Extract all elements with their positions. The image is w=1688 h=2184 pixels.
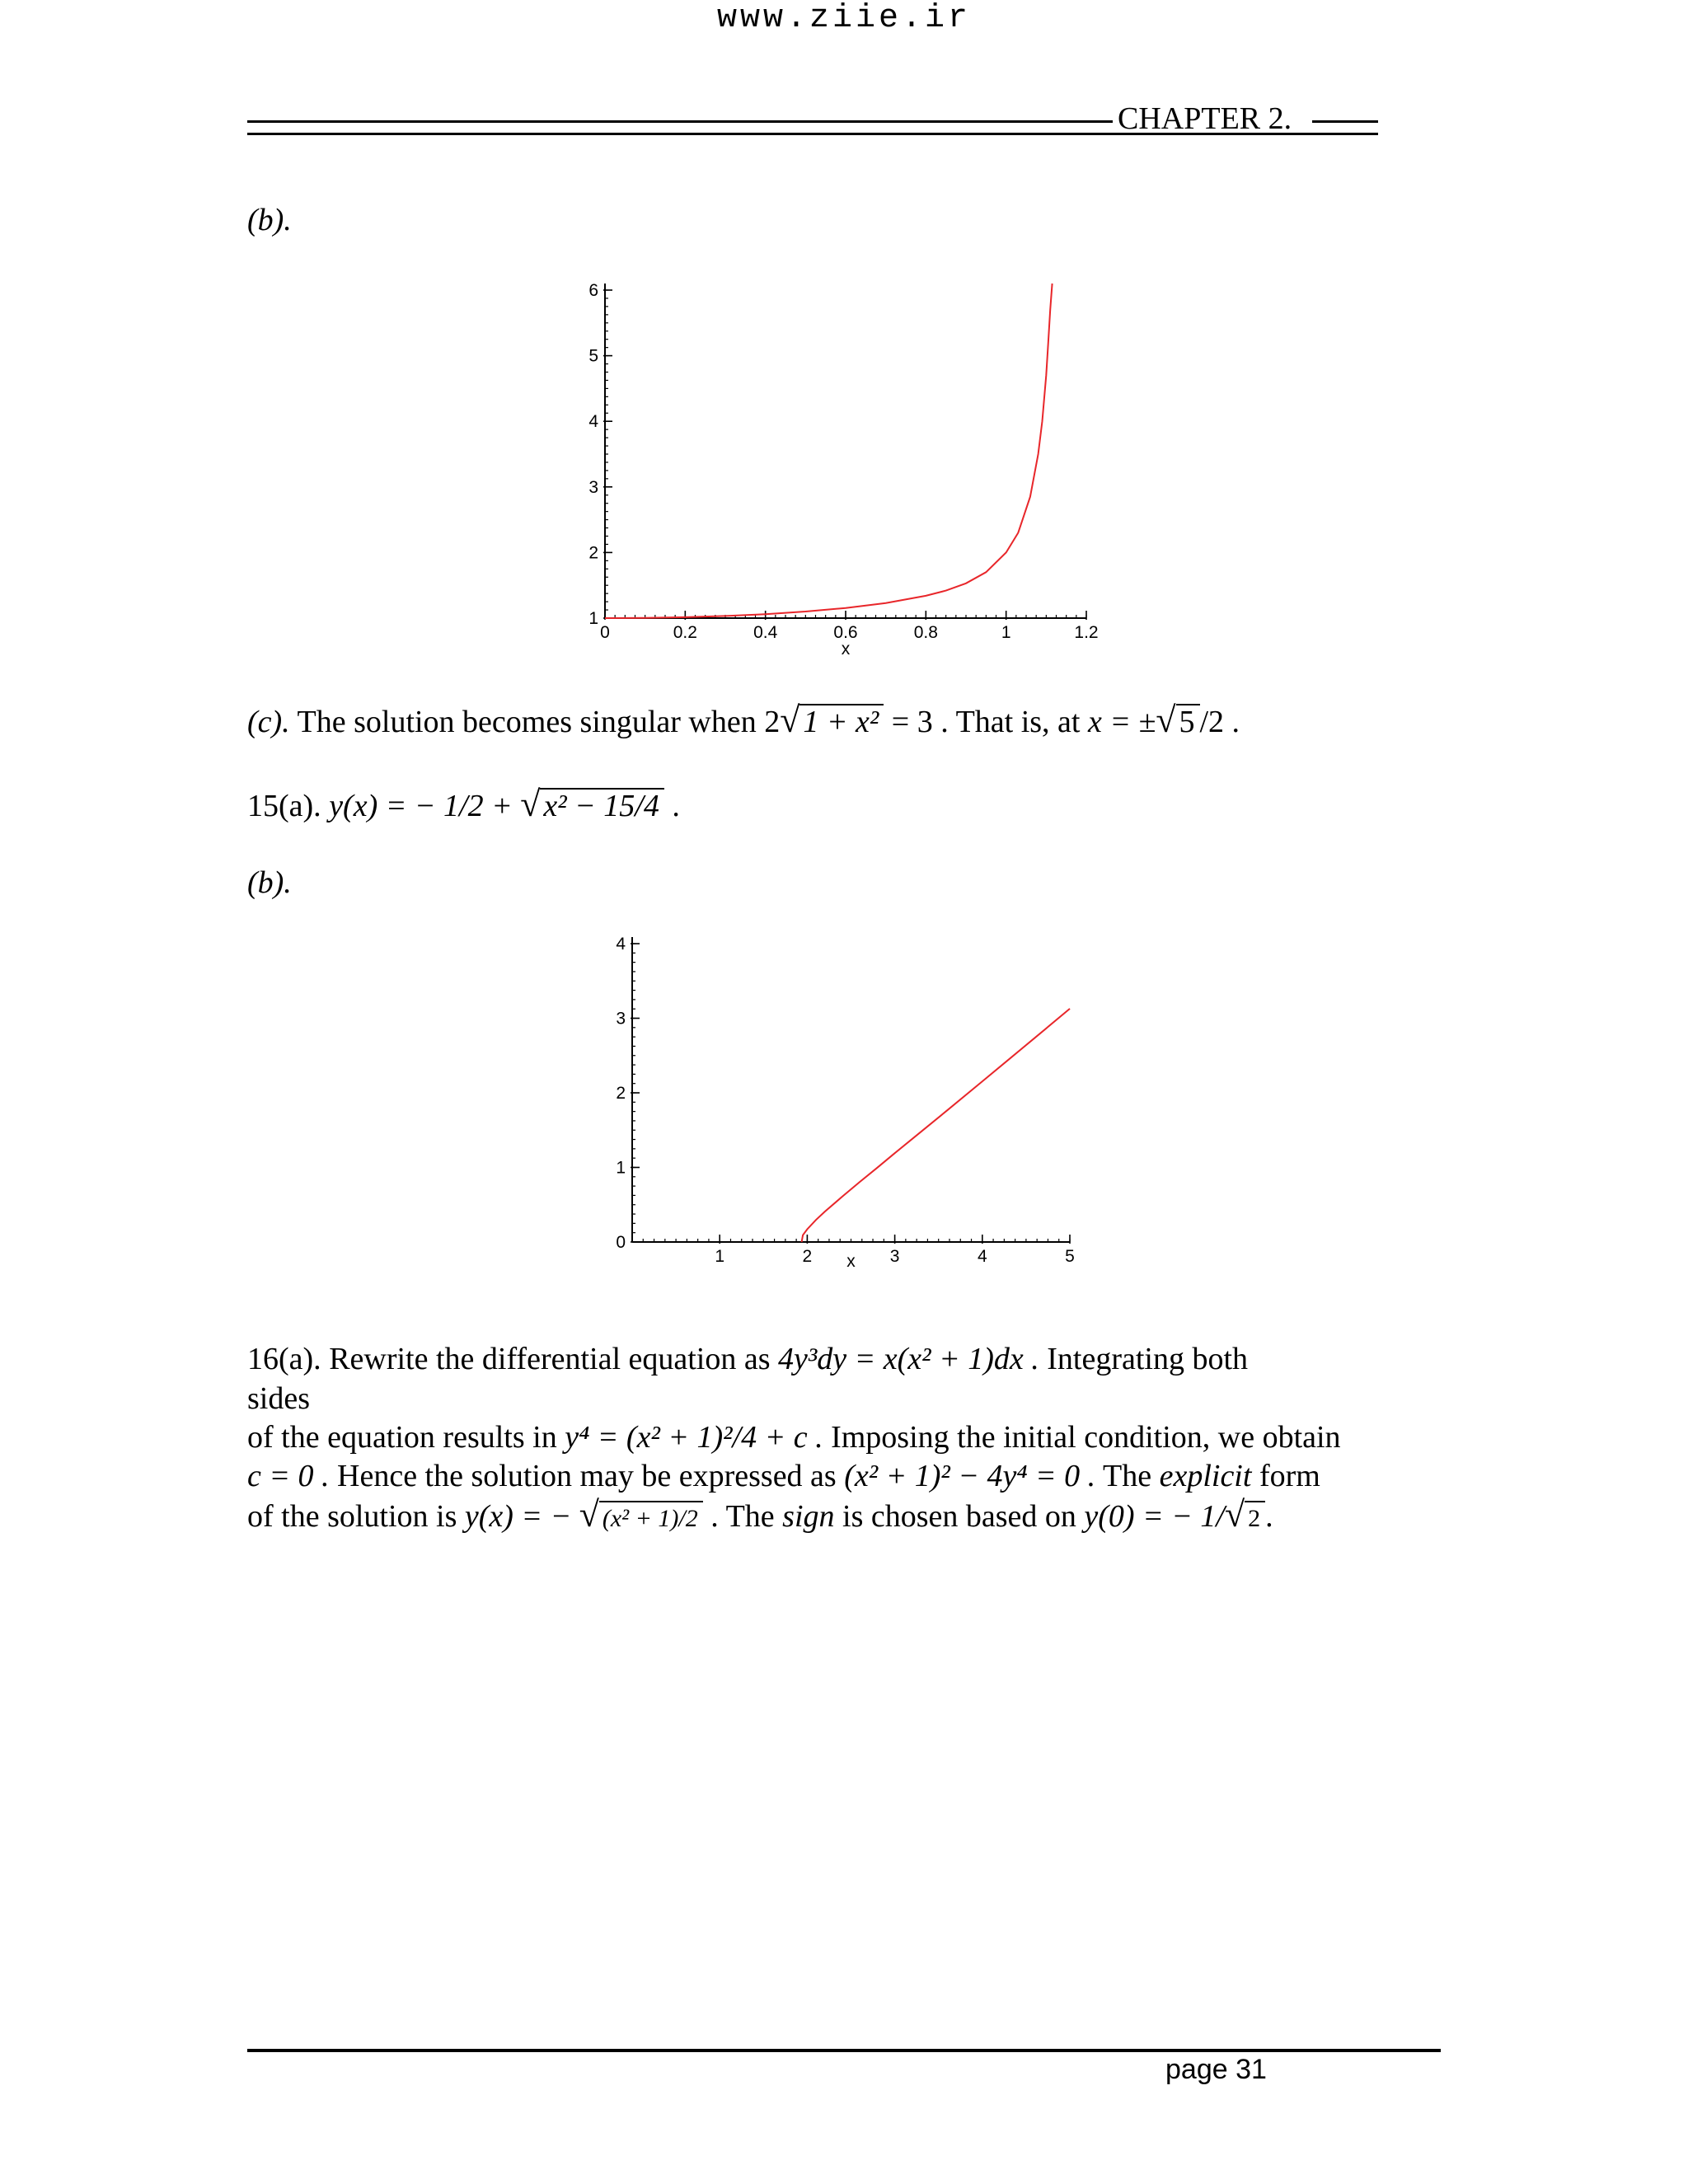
- watermark: www.ziie.ir: [716, 0, 972, 37]
- x-axis-label: x: [846, 1252, 856, 1271]
- p16-l5c: is chosen based on: [842, 1499, 1076, 1534]
- p16-l3a: of the equation results in: [247, 1420, 557, 1455]
- chart-2: [577, 919, 1104, 1290]
- problem-16-label: 16(a).: [247, 1342, 321, 1376]
- problem-15-radicand: x² − 15/4: [540, 788, 663, 823]
- p16-l5-rad: (x² + 1)/2: [599, 1501, 703, 1535]
- part-c-label: (c).: [247, 705, 290, 739]
- problem-16-line4: [247, 1456, 1320, 1496]
- y-tick-label: 0: [616, 1233, 626, 1252]
- problem-15a-line: [247, 785, 680, 826]
- part-c-x: x = ±: [1087, 705, 1156, 739]
- y-tick-label: 5: [588, 346, 598, 366]
- y-tick-label: 4: [616, 935, 626, 954]
- p16-l5a: of the solution is: [247, 1499, 457, 1534]
- p16-l5-end: .: [1265, 1499, 1273, 1534]
- radical-sign: √: [1156, 700, 1176, 740]
- problem-15-lhs: y(x) = − 1/2 +: [329, 789, 513, 823]
- p16-l4-eq1: c = 0 .: [247, 1459, 330, 1493]
- x-tick-label: 0.2: [673, 623, 697, 642]
- x-tick-label: 0.4: [753, 623, 778, 642]
- page-number: page 31: [1165, 2054, 1267, 2085]
- x-tick-label: 0: [600, 623, 610, 642]
- y-tick-label: 2: [616, 1084, 626, 1103]
- x-tick-label: 0.8: [913, 623, 938, 642]
- p16-l5-rad2: 2: [1245, 1501, 1265, 1535]
- part-c-tail: /2 .: [1199, 705, 1240, 739]
- part-b-label-2: [247, 863, 292, 902]
- x-tick-label: 3: [889, 1247, 900, 1266]
- x-tick-label: 1.2: [1074, 623, 1099, 642]
- problem-16-line1: [247, 1339, 1248, 1379]
- p16-l5-em: sign: [782, 1499, 835, 1534]
- problem-16-line3: [247, 1418, 1341, 1457]
- p16-l4c: form: [1259, 1459, 1320, 1493]
- p16-l1a: Rewrite the differential equation as: [329, 1342, 771, 1376]
- series-line: [802, 1009, 1070, 1242]
- p16-l4-eq2: (x² + 1)² − 4y⁴ = 0 .: [844, 1459, 1096, 1493]
- problem-15-label: 15(a).: [247, 789, 321, 823]
- p16-l5-eq2: y(0) = − 1/: [1084, 1499, 1225, 1534]
- part-b-label-text: (b).: [247, 865, 292, 900]
- x-tick-label: 4: [977, 1247, 987, 1266]
- y-tick-label: 1: [588, 609, 598, 628]
- part-c-radicand2: 5: [1176, 704, 1200, 738]
- part-c-eq: = 3 .: [891, 705, 949, 739]
- footer-rule: [247, 2049, 1441, 2052]
- radical-sign: √: [1224, 1494, 1245, 1535]
- problem-15-tail: .: [672, 789, 680, 823]
- part-b-label-text: (b).: [247, 203, 292, 237]
- p16-l1-eq: 4y³dy = x(x² + 1)dx .: [778, 1342, 1039, 1376]
- x-tick-label: 2: [802, 1247, 813, 1266]
- part-b-label-1: [247, 200, 292, 240]
- chart-1: [569, 265, 1129, 661]
- p16-l3-eq: y⁴ = (x² + 1)²/4 + c .: [565, 1420, 823, 1455]
- problem-16-line2: [247, 1379, 310, 1418]
- radical-sign: √: [520, 784, 541, 824]
- y-tick-label: 6: [588, 281, 598, 300]
- p16-l4b: The: [1103, 1459, 1152, 1493]
- p16-l2: sides: [247, 1381, 310, 1416]
- p16-l5b: . The: [710, 1499, 775, 1534]
- radical-sign: √: [579, 1494, 599, 1535]
- y-tick-label: 3: [588, 477, 598, 497]
- y-tick-label: 3: [616, 1009, 626, 1029]
- chapter-heading: CHAPTER 2.: [1118, 101, 1292, 136]
- x-tick-label: 1: [715, 1247, 725, 1266]
- y-tick-label: 1: [616, 1158, 626, 1178]
- x-tick-label: 5: [1065, 1247, 1075, 1266]
- p16-l4a: Hence the solution may be expressed as: [337, 1459, 837, 1493]
- x-axis-label: x: [841, 640, 851, 658]
- part-c-radicand: 1 + x²: [799, 704, 884, 738]
- p16-l4-em: explicit: [1159, 1459, 1252, 1493]
- x-tick-label: 1: [1001, 623, 1011, 642]
- header-rule-top-left: [247, 120, 1113, 123]
- p16-l5-eq: y(x) = −: [464, 1499, 572, 1534]
- p16-l3b: Imposing the initial condition, we obtain: [831, 1420, 1341, 1455]
- header-rule-top-right: [1312, 120, 1378, 123]
- x-tick-label: 0.6: [833, 623, 858, 642]
- part-c-mid: That is, at: [955, 705, 1081, 739]
- problem-16-line5: [247, 1495, 1273, 1536]
- radical-sign: √: [780, 700, 800, 740]
- part-c-lead: The solution becomes singular when: [297, 705, 757, 739]
- part-c-coef: 2: [764, 705, 781, 739]
- series-line: [605, 284, 1053, 618]
- p16-l1b: Integrating both: [1047, 1342, 1249, 1376]
- y-tick-label: 4: [588, 412, 598, 432]
- part-c-line: [247, 701, 1240, 742]
- y-tick-label: 2: [588, 543, 598, 563]
